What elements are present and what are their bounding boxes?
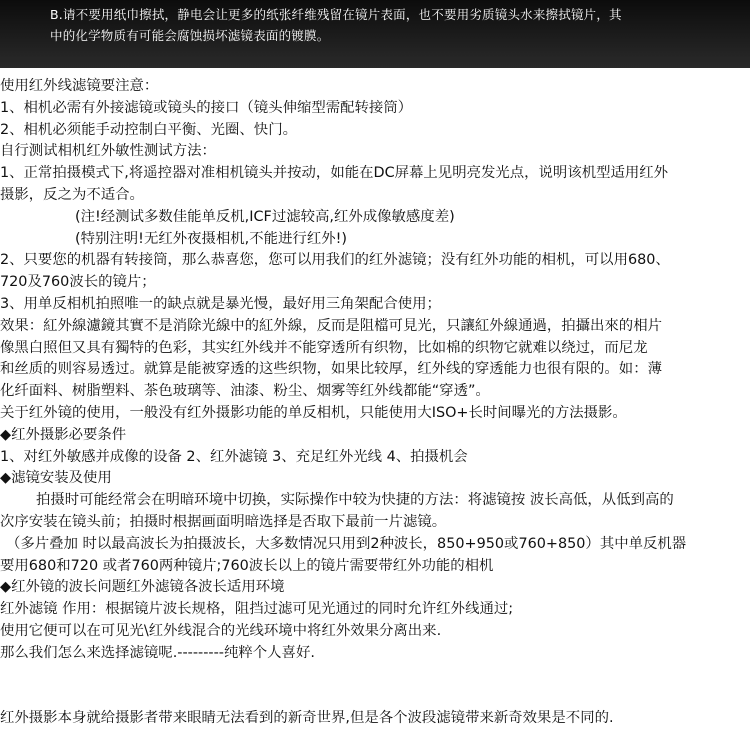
paragraph-stacking: （多片叠加 时以最高波长为拍摄波长，大多数情况只用到2种波长，850+950或760+850）其中单反机器 xyxy=(6,535,687,552)
paragraph-choose-filter: 那么我们怎么来选择滤镜呢.---------纯粹个人喜好. xyxy=(0,644,315,661)
list-item-continuation: 摄影，反之为不适合。 xyxy=(0,186,144,203)
list-item: 2、相机必须能手动控制白平衡、光圈、快门。 xyxy=(0,121,297,138)
paragraph-usage: 关于红外镜的使用，一般没有红外摄影功能的单反相机，只能使用大ISO+长时间曝光的方法摄影。 xyxy=(0,404,627,421)
banner-line-1: B.请不要用纸巾擦拭，静电会让更多的纸张纤维残留在镜片表面，也不要用劣质镜头水来擦拭镜片，其 xyxy=(50,7,622,22)
list-item: 2、只要您的机器有转接筒，那么恭喜您，您可以用我们的红外滤镜；没有红外功能的相机，可以用680、 xyxy=(0,252,670,269)
section-heading-test-method: 自行测试相机红外敏性测试方法： xyxy=(0,143,216,160)
list-item: 3、用单反相机拍照唯一的缺点就是暴光慢，最好用三角架配合使用； xyxy=(0,295,441,312)
section-heading-install: ◆滤镜安装及使用 xyxy=(0,470,112,487)
section-heading-ir-notes: 使用红外线滤镜要注意： xyxy=(0,78,159,94)
notice-banner xyxy=(0,0,750,68)
banner-text xyxy=(50,4,730,46)
paragraph-effect: 像黑白照但又具有獨特的色彩，其实红外线并不能穿透所有织物，比如棉的织物它就难以绕过，而尼龙 xyxy=(0,339,648,356)
paragraph-closing: 红外摄影本身就给摄影者带来眼睛无法看到的新奇世界,但是各个波段滤镜带来新奇效果是不同的. xyxy=(0,709,614,726)
paragraph-filter-function: 使用它便可以在可见光\红外线混合的光线环境中将红外效果分离出来. xyxy=(0,622,442,639)
note-night-camera: (特别注明!无红外夜摄相机,不能进行红外!) xyxy=(75,230,347,247)
list-item: 1、正常拍摄模式下,将遥控器对准相机镜头并按动，如能在DC屏幕上见明亮发光点，说明该机型适用红外 xyxy=(0,165,669,182)
note-canon: (注!经测试多数佳能单反机,ICF过滤较高,红外成像敏感度差) xyxy=(75,208,455,225)
paragraph-effect: 效果：紅外線濾鏡其實不是消除光線中的紅外線，反而是阻檔可見光，只讓紅外線通過，拍攝出來的相片 xyxy=(0,317,662,334)
paragraph-effect: 化纤面料、树脂塑料、茶色玻璃等、油漆、粉尘、烟雾等红外线都能“穿透”。 xyxy=(0,383,490,400)
requirements-list: 1、对红外敏感并成像的设备 2、红外滤镜 3、充足红外光线 4、拍摄机会 xyxy=(0,448,468,465)
paragraph-filter-function: 红外滤镜 作用：根据镜片波长规格，阻挡过滤可见光通过的同时允许红外线通过; xyxy=(0,601,514,618)
banner-line-2: 中的化学物质有可能会腐蚀损坏滤镜表面的镀膜。 xyxy=(50,28,330,43)
section-heading-wavelength: ◆红外镜的波长问题红外滤镜各波长适用环境 xyxy=(0,579,285,596)
paragraph-install: 拍摄时可能经常会在明暗环境中切换，实际操作中较为快捷的方法：将滤镜按 波长高低，从低到高的 xyxy=(36,492,674,509)
paragraph-install: 次序安装在镜头前；拍摄时根据画面明暗选择是否取下最前一片滤镜。 xyxy=(0,513,447,530)
paragraph-effect: 和丝质的则容易透过。就算是能被穿透的这些织物，如果比较厚，红外线的穿透能力也很有限的。如：薄 xyxy=(0,361,662,378)
list-item-continuation: 720及760波长的镜片； xyxy=(0,274,156,291)
section-heading-requirements: ◆红外摄影必要条件 xyxy=(0,426,127,443)
article-body xyxy=(0,76,750,729)
spacer xyxy=(0,665,750,708)
paragraph-stacking: 要用680和720 或者760两种镜片;760波长以上的镜片需要带红外功能的相机 xyxy=(0,557,494,574)
list-item: 1、相机必需有外接滤镜或镜头的接口（镜头伸缩型需配转接筒） xyxy=(0,99,413,116)
